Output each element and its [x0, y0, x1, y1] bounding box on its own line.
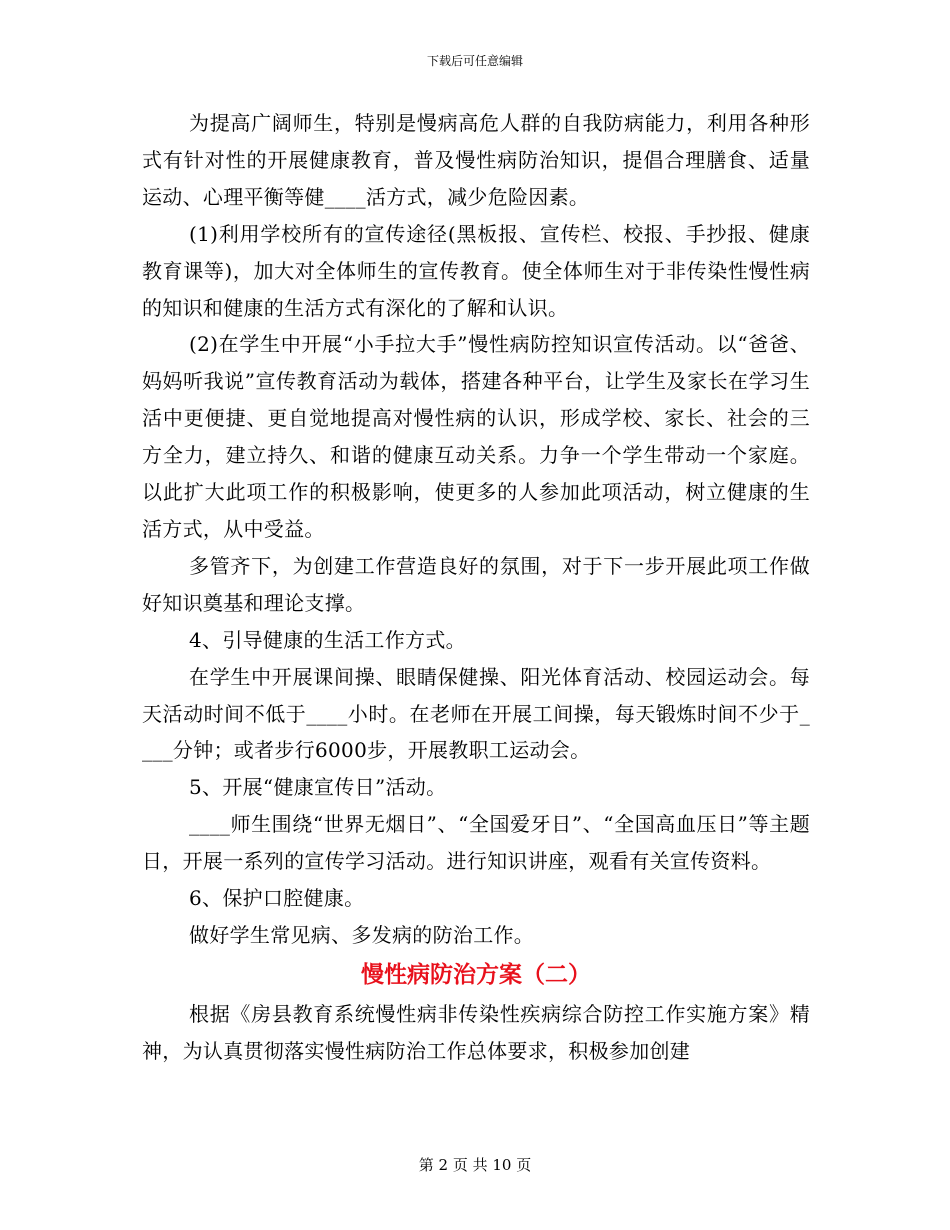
- document-body: [142, 105, 810, 1070]
- heading-item-6: 6、保护口腔健康。: [189, 886, 365, 911]
- paragraph-item-6-body: 做好学生常见病、多发病的防治工作。: [189, 922, 535, 947]
- heading-item-5: 5、开展“健康宣传日”活动。: [189, 775, 447, 800]
- paragraph-item-4-body: 在学生中开展课间操、眼睛保健操、阳光体育活动、校园运动会。每天活动时间不低于____小时。在老师在开展工间操，每天锻炼时间不少于____分钟；或者步行6000步，开展教职工运动会。: [142, 664, 810, 763]
- heading-item-4: 4、引导健康的生活工作方式。: [189, 627, 466, 652]
- paragraph-item-2: (2)在学生中开展“小手拉大手”慢性病防控知识宣传活动。以“爸爸、妈妈听我说”宣传教育活动为载体，搭建各种平台，让学生及家长在学习生活中更便捷、更自觉地提高对慢性病的认识，形成学校、家长、社会的三方全力，建立持久、和谐的健康互动关系。力争一个学生带动一个家庭。以此扩大此项工作的积极影响，使更多的人参加此项活动，树立健康的生活方式，从中受益。: [142, 332, 810, 541]
- paragraph-summary: 多管齐下，为创建工作营造良好的氛围，对于下一步开展此项工作做好知识奠基和理论支撑。: [142, 553, 810, 615]
- page-header-note: 下载后可任意编辑: [426, 54, 523, 68]
- paragraph-item-5-body: ____师生围绕“世界无烟日”、“全国爱牙日”、“全国高血压日”等主题日，开展一系列的宣传学习活动。进行知识讲座，观看有关宣传资料。: [142, 812, 810, 874]
- paragraph-closing: 根据《房县教育系统慢性病非传染性疾病综合防控工作实施方案》精神，为认真贯彻落实慢性病防治工作总体要求，积极参加创建: [142, 1001, 810, 1063]
- paragraph-intro: 为提高广阔师生，特别是慢病高危人群的自我防病能力，利用各种形式有针对性的开展健康教育，普及慢性病防治知识，提倡合理膳食、适量运动、心理平衡等健____活方式，减少危险因素。: [142, 111, 810, 209]
- section-title: 慢性病防治方案（二）: [361, 961, 591, 988]
- page-footer-indicator: 第 2 页 共 10 页: [418, 1156, 532, 1174]
- paragraph-item-1: (1)利用学校所有的宣传途径(黑板报、宣传栏、校报、手抄报、健康教育课等)，加大对全体师生的宣传教育。使全体师生对于非传染性慢性病的知识和健康的生活方式有深化的了解和认识。: [142, 221, 810, 320]
